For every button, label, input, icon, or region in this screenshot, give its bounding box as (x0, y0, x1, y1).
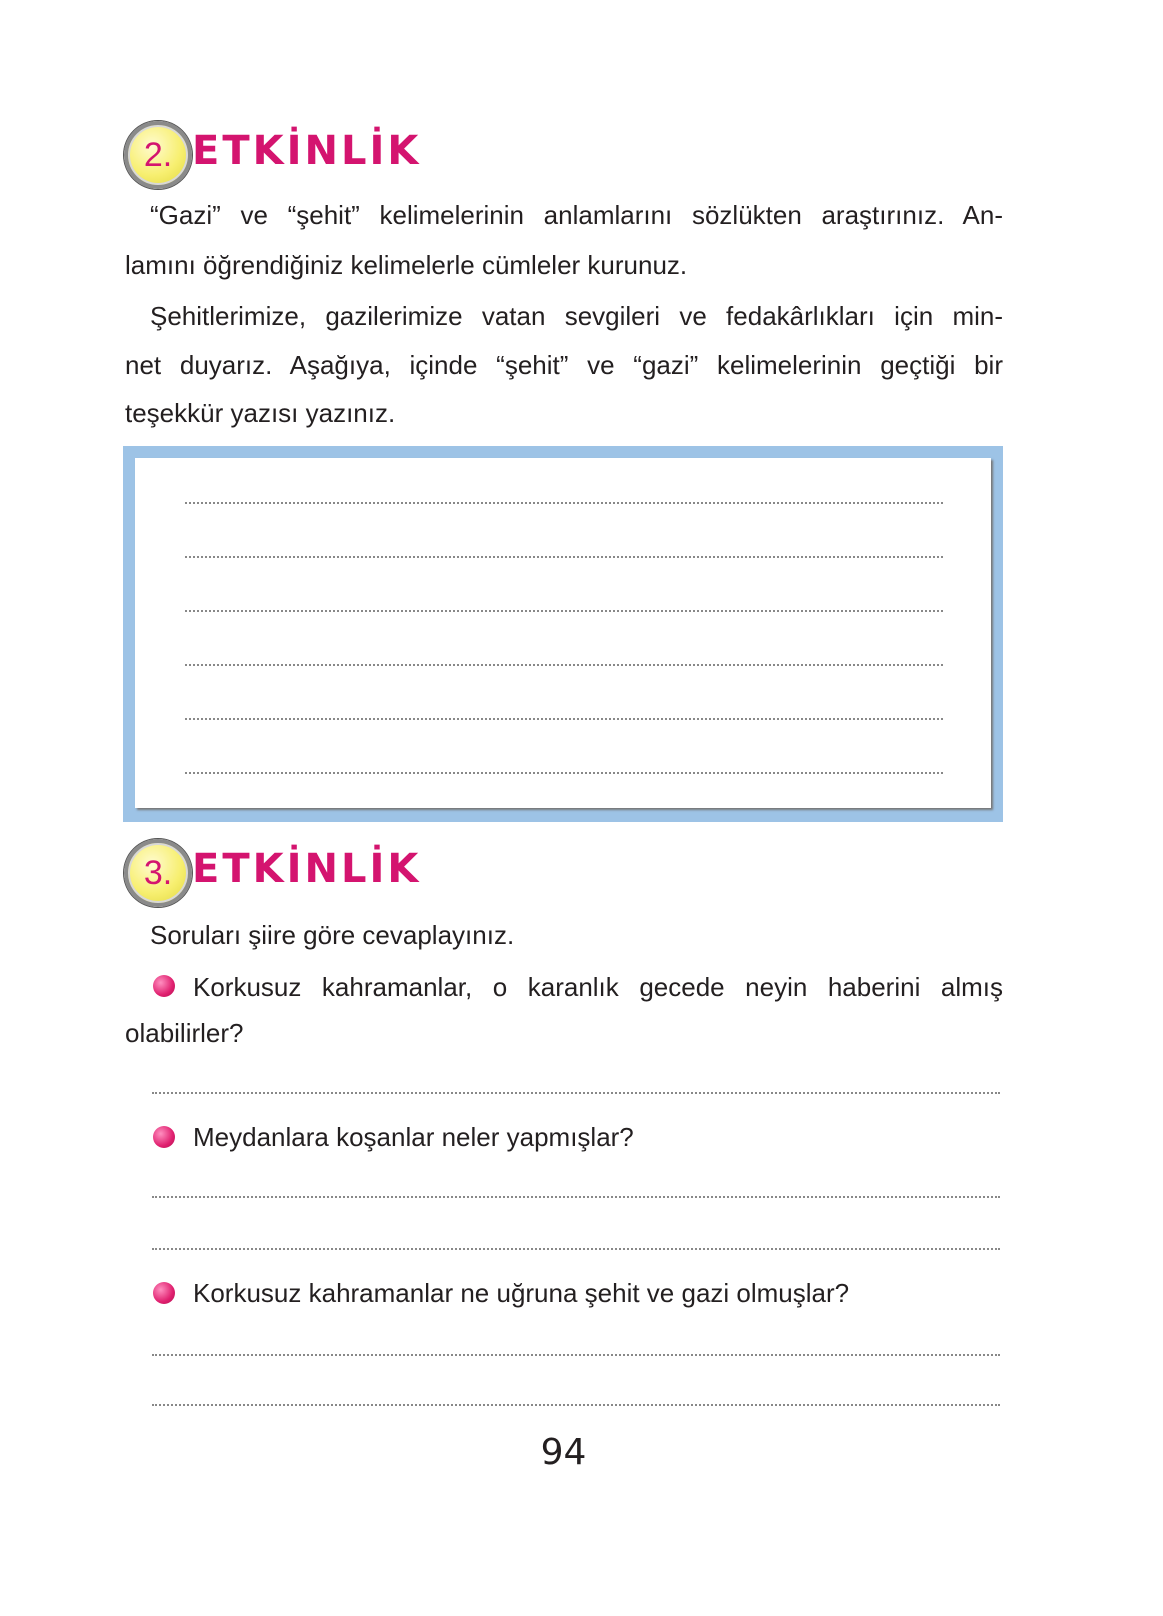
answer-line[interactable] (152, 1196, 1000, 1198)
answer-line[interactable] (185, 718, 943, 720)
answer-line[interactable] (152, 1404, 1000, 1406)
activity-2-badge (124, 121, 192, 189)
activity-3-title: ETKİNLİK (192, 846, 422, 892)
paragraph-line: Şehitlerimize, gazilerimize vatan sevgileri ve fedakârlıkları için min- (150, 301, 1003, 331)
question-1-cont: olabilirler? (125, 1018, 244, 1048)
page-number: 94 (540, 1432, 587, 1473)
writing-area[interactable] (135, 458, 991, 808)
paragraph-line: lamını öğrendiğiniz kelimelerle cümleler kurunuz. (125, 250, 688, 280)
activity-number: 3. (143, 853, 173, 892)
answer-line[interactable] (152, 1248, 1000, 1250)
question-3: Korkusuz kahramanlar ne uğruna şehit ve gazi olmuşlar? (193, 1278, 850, 1308)
bullet-icon (153, 1282, 175, 1304)
answer-line[interactable] (152, 1354, 1000, 1356)
answer-line[interactable] (152, 1092, 1000, 1094)
answer-line[interactable] (185, 556, 943, 558)
activity-2-title: ETKİNLİK (192, 128, 422, 174)
paragraph-line: “Gazi” ve “şehit” kelimelerinin anlamlarını sözlükten araştırınız. An- (150, 200, 1003, 230)
bullet-icon (153, 1126, 175, 1148)
activity-number: 2. (143, 135, 173, 174)
answer-line[interactable] (185, 610, 943, 612)
question-2: Meydanlara koşanlar neler yapmışlar? (193, 1122, 634, 1152)
writing-box (123, 446, 1003, 822)
instruction: Soruları şiire göre cevaplayınız. (150, 920, 515, 950)
answer-line[interactable] (185, 772, 943, 774)
bullet-icon (153, 975, 175, 997)
paragraph-line: net duyarız. Aşağıya, içinde “şehit” ve “gazi” kelimelerinin geçtiği bir (125, 350, 1003, 380)
paragraph-line: teşekkür yazısı yazınız. (125, 398, 396, 428)
activity-3-badge (124, 839, 192, 907)
answer-line[interactable] (185, 664, 943, 666)
question-1: Korkusuz kahramanlar, o karanlık gecede neyin haberini almış (193, 972, 1003, 1002)
answer-line[interactable] (185, 502, 943, 504)
